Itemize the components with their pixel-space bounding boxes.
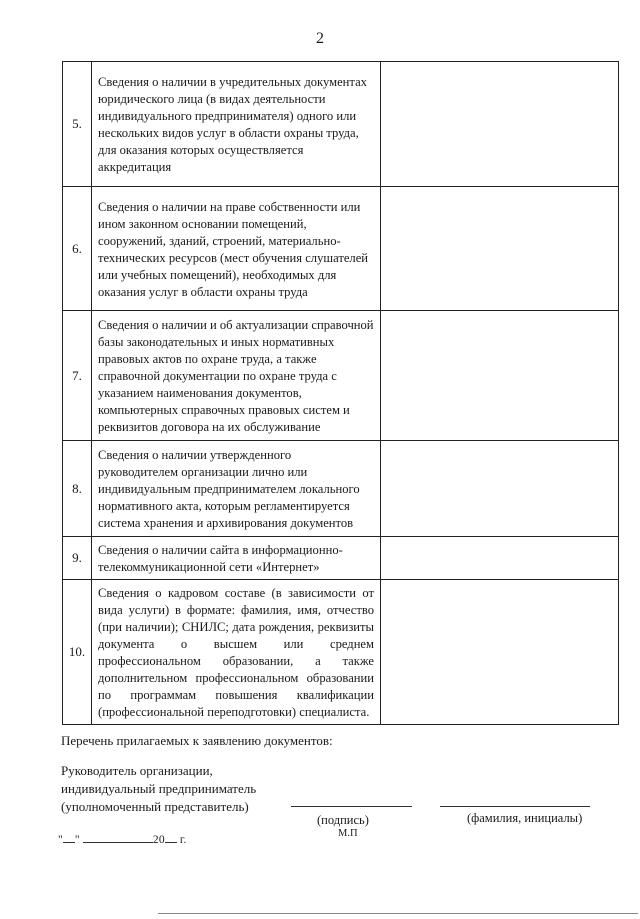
row-value-cell[interactable] [381, 311, 619, 441]
signatory-line: индивидуальный предприниматель [61, 781, 257, 796]
month-blank[interactable] [83, 832, 153, 843]
signatory-line: (уполномоченный представитель) [61, 799, 249, 814]
row-number: 9. [63, 537, 92, 580]
table-row [63, 311, 619, 441]
page-number: 2 [316, 30, 324, 47]
name-line[interactable] [440, 806, 590, 807]
date-open-quote: " [58, 834, 63, 846]
table-row [63, 441, 619, 537]
row-number: 8. [63, 441, 92, 537]
date-close-quote: " [74, 834, 80, 846]
row-number: 10. [63, 580, 92, 725]
row-number: 6. [63, 187, 92, 311]
signatory-line: Руководитель организации, [61, 763, 213, 778]
signature-caption: (подпись) [317, 813, 369, 827]
table-row [63, 187, 619, 311]
signature-line[interactable] [291, 806, 412, 807]
attachments-list-title: Перечень прилагаемых к заявлению документов: [61, 733, 333, 748]
table-row [63, 537, 619, 580]
row-description: Сведения о наличии на праве собственности или ином законном основании помещений, сооружений, зданий, строений, материально-технических ресурсов (мест обучения слушателей или учебных помещений), необходимых для оказания услуг в области охраны труда [92, 187, 381, 311]
row-value-cell[interactable] [381, 187, 619, 311]
name-caption: (фамилия, инициалы) [467, 811, 583, 825]
signatory-block [61, 762, 291, 816]
table-row [63, 580, 619, 725]
row-description: Сведения о наличии и об актуализации справочной базы законодательных и иных нормативных правовых актов по охране труда, а также справочной документации по охране труда с указанием наименования документов, компьютерных справочных правовых систем и реквизитов договора на их обслуживание [92, 311, 381, 441]
row-value-cell[interactable] [381, 580, 619, 725]
row-description: Сведения о наличии утвержденного руководителем организации лично или индивидуальным предпринимателем локального нормативного акта, которым регламентируется система хранения и архивирования документов [92, 441, 381, 537]
row-value-cell[interactable] [381, 441, 619, 537]
row-description: Сведения о наличии в учредительных документах юридического лица (в видах деятельности индивидуального предпринимателя) одного или нескольких видов услуг в области охраны труда, для оказания которых осуществляется аккредитация [92, 62, 381, 187]
row-value-cell[interactable] [381, 62, 619, 187]
page-bottom-edge [158, 913, 638, 914]
day-blank[interactable] [63, 832, 75, 843]
row-number: 7. [63, 311, 92, 441]
row-number: 5. [63, 62, 92, 187]
row-description: Сведения о кадровом составе (в зависимости от вида услуги) в формате: фамилия, имя, отчество (при наличии); СНИЛС; дата рождения, реквизиты документа о высшем или среднем профессиональном образовании, а также дополнительном профессиональном образовании по программам повышения квалификации (профессиональной переподготовки) специалиста. [92, 580, 381, 725]
table-row [63, 62, 619, 187]
year-blank[interactable] [165, 832, 177, 843]
date-field[interactable] [58, 832, 187, 846]
accreditation-info-table [62, 61, 619, 725]
row-value-cell[interactable] [381, 537, 619, 580]
seal-mark: М.П [338, 828, 358, 839]
row-description: Сведения о наличии сайта в информационно-телекоммуникационной сети «Интернет» [92, 537, 381, 580]
year-prefix: 20 [152, 834, 165, 846]
year-suffix: г. [179, 834, 187, 846]
